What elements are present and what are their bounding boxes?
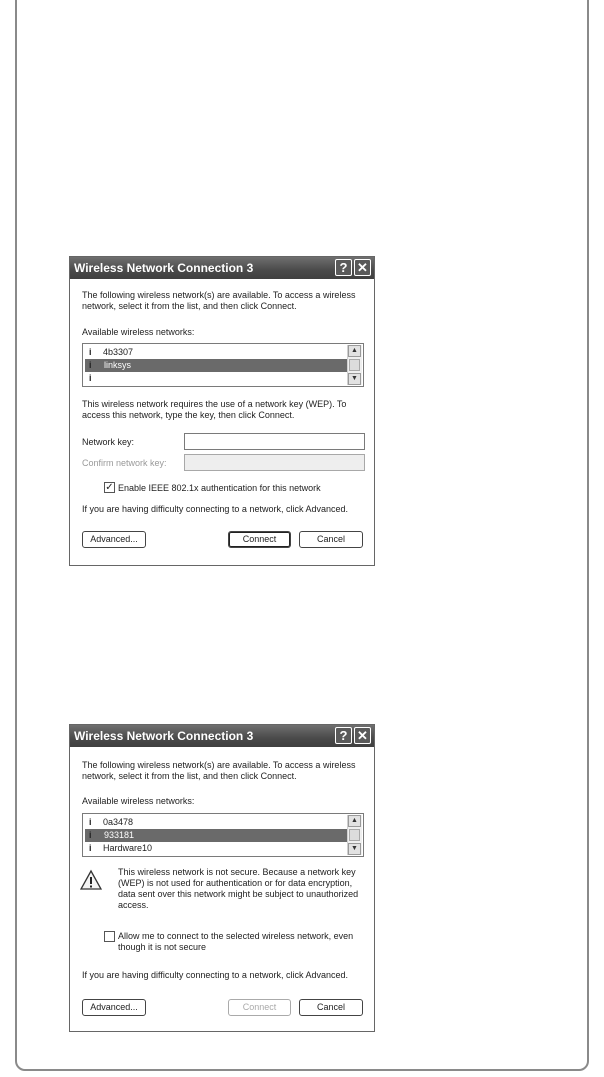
- scroll-up-icon[interactable]: ▲: [348, 345, 361, 357]
- network-key-input[interactable]: [185, 437, 364, 452]
- network-name: 4b3307: [103, 347, 134, 357]
- confirm-key-field[interactable]: [184, 454, 365, 471]
- network-antenna-icon: i: [89, 830, 92, 840]
- key-note: This wireless network requires the use of a network key (WEP). To access this network, type the key, then click Connect.: [82, 399, 347, 420]
- scroll-up-icon[interactable]: ▲: [348, 815, 361, 827]
- list-scrollbar[interactable]: [347, 815, 362, 855]
- list-item[interactable]: [85, 842, 347, 855]
- list-label: Available wireless networks:: [82, 327, 195, 337]
- intro-text: The following wireless network(s) are available. To access a wireless network, select it from the list, and then click Connect.: [82, 290, 356, 311]
- network-antenna-icon: i: [89, 360, 92, 370]
- scroll-down-icon[interactable]: ▼: [348, 373, 361, 385]
- network-antenna-icon: i: [89, 843, 92, 853]
- warning-icon: [80, 869, 102, 891]
- security-warning: This wireless network is not secure. Because a network key (WEP) is not used for authentication or for data encryption, data sent over this network might be subject to unauthorized access.: [118, 867, 359, 910]
- wireless-dialog-unsecured: [69, 724, 375, 1032]
- network-name: Hardware10: [103, 843, 153, 853]
- network-antenna-icon: i: [89, 347, 92, 357]
- list-scrollbar[interactable]: [347, 345, 362, 385]
- allow-unsecured-checkbox[interactable]: [104, 931, 115, 942]
- network-list[interactable]: [82, 343, 364, 387]
- advanced-note: If you are having difficulty connecting to a network, click Advanced.: [82, 970, 348, 980]
- network-key-field[interactable]: [184, 433, 365, 450]
- ieee-checkbox[interactable]: ✓: [105, 482, 114, 493]
- scroll-down-icon[interactable]: ▼: [348, 843, 361, 855]
- close-button[interactable]: ✕: [354, 259, 371, 276]
- dialog-titlebar[interactable]: [70, 257, 374, 279]
- network-key-label: Network key:: [82, 437, 135, 447]
- list-label: Available wireless networks:: [82, 796, 195, 806]
- help-button[interactable]: ?: [335, 727, 352, 744]
- dialog-titlebar[interactable]: [70, 725, 374, 747]
- confirm-key-input[interactable]: [185, 458, 364, 473]
- wireless-dialog-wep: [69, 256, 375, 566]
- list-item-selected[interactable]: [85, 359, 347, 372]
- network-list[interactable]: [82, 813, 364, 857]
- allow-unsecured-label: Allow me to connect to the selected wireless network, even though it is not secure: [118, 931, 354, 952]
- advanced-button[interactable]: Advanced...: [82, 531, 146, 548]
- network-name: 933181: [104, 830, 135, 840]
- cancel-button[interactable]: Cancel: [299, 999, 363, 1016]
- network-antenna-icon: i: [89, 817, 92, 827]
- list-item[interactable]: [85, 372, 347, 385]
- network-name: linksys: [104, 360, 132, 370]
- connect-button[interactable]: Connect: [228, 531, 291, 548]
- network-antenna-icon: i: [89, 373, 92, 383]
- ieee-label: Enable IEEE 802.1x authentication for this network: [118, 483, 321, 493]
- list-item[interactable]: [85, 816, 347, 829]
- connect-button[interactable]: Connect: [228, 999, 291, 1016]
- advanced-note: If you are having difficulty connecting to a network, click Advanced.: [82, 504, 348, 514]
- cancel-button[interactable]: Cancel: [299, 531, 363, 548]
- confirm-key-label: Confirm network key:: [82, 458, 167, 468]
- dialog-title: Wireless Network Connection 3: [74, 729, 254, 743]
- dialog-title: Wireless Network Connection 3: [74, 261, 254, 275]
- advanced-button[interactable]: Advanced...: [82, 999, 146, 1016]
- network-name: 0a3478: [103, 817, 134, 827]
- list-item-selected[interactable]: [85, 829, 347, 842]
- scroll-thumb[interactable]: [349, 359, 360, 371]
- help-button[interactable]: ?: [335, 259, 352, 276]
- list-item[interactable]: [85, 346, 347, 359]
- intro-text: The following wireless network(s) are available. To access a wireless network, select it from the list, and then click Connect.: [82, 760, 356, 781]
- close-button[interactable]: ✕: [354, 727, 371, 744]
- scroll-thumb[interactable]: [349, 829, 360, 841]
